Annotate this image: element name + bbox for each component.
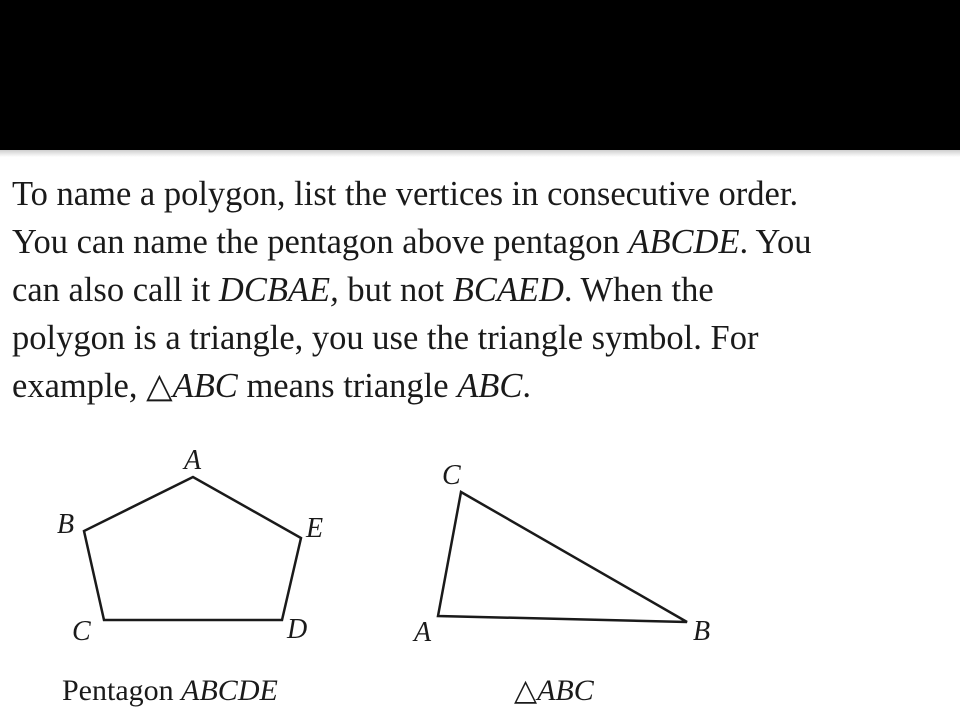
- text-run: polygon is a triangle, you use the triangle symbol. For: [12, 319, 759, 357]
- body-paragraph: [12, 170, 958, 410]
- band-divider: [0, 150, 960, 157]
- paragraph-line-2: [12, 218, 958, 266]
- triangle-vertex-c: C: [442, 460, 461, 491]
- caption-prefix: Pentagon: [62, 674, 182, 707]
- triangle-figure: [412, 460, 710, 707]
- polygon-figures: [0, 440, 960, 720]
- pentagon-vertex-c: C: [72, 616, 91, 647]
- caption-triangle-name: ABC: [537, 674, 594, 707]
- pentagon-vertex-d: D: [287, 614, 308, 645]
- pentagon-vertex-a: A: [184, 445, 202, 476]
- text-run: You can name the pentagon above pentagon: [12, 223, 629, 261]
- polygon-name: DCBAE,: [218, 271, 339, 309]
- paragraph-line-4: [12, 314, 958, 362]
- text-run: . You: [739, 223, 812, 261]
- pentagon-vertex-e: E: [306, 513, 324, 544]
- paragraph-line-5: [12, 362, 958, 410]
- pentagon-vertex-b: B: [57, 509, 75, 540]
- pentagon-figure: [57, 445, 323, 707]
- triangle-vertex-a: A: [414, 617, 432, 648]
- pentagon-caption: [62, 674, 278, 707]
- text-run: To name a polygon, list the vertices in consecutive order.: [12, 175, 799, 213]
- polygon-name: BCAED: [452, 271, 564, 309]
- text-run: . When the: [563, 271, 714, 309]
- triangle-caption: [514, 674, 595, 707]
- triangle-symbol: △: [514, 674, 538, 707]
- text-run: can also call it: [12, 271, 219, 309]
- triangle-name: ABC: [172, 367, 238, 405]
- caption-polygon-name: ABCDE: [181, 674, 278, 707]
- triangle-vertex-b: B: [693, 616, 711, 647]
- polygon-name: ABCDE: [628, 223, 740, 261]
- pentagon-shape: [84, 477, 301, 620]
- triangle-shape: [438, 492, 687, 622]
- title-band: [0, 0, 960, 150]
- triangle-name: ABC: [457, 367, 523, 405]
- text-run: means triangle: [237, 367, 458, 405]
- paragraph-line-1: [12, 170, 958, 218]
- text-run: example, △: [12, 367, 173, 405]
- text-run: .: [522, 367, 531, 405]
- text-run: but not: [338, 271, 453, 309]
- paragraph-line-3: [12, 266, 958, 314]
